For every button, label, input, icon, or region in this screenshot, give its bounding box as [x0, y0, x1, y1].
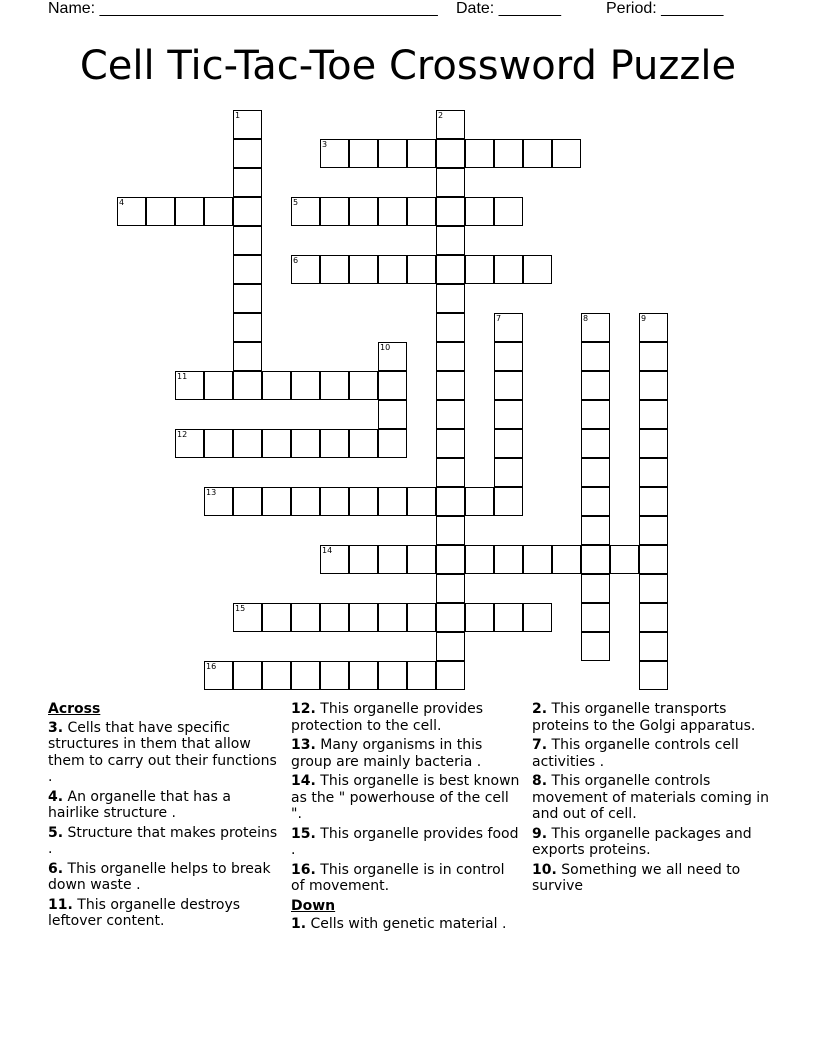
grid-cell[interactable] — [494, 139, 523, 168]
grid-cell-number: 10 — [380, 343, 391, 352]
grid-cell[interactable] — [320, 371, 349, 400]
grid-cell[interactable] — [523, 603, 552, 632]
grid-cell[interactable] — [233, 313, 262, 342]
grid-cell[interactable] — [349, 139, 378, 168]
grid-cell[interactable] — [175, 371, 204, 400]
grid-cell[interactable] — [233, 255, 262, 284]
clue-down-8: 8. This organelle controls movement of materials coming in and out of cell. — [532, 773, 770, 822]
clue-down-1: 1. Cells with genetic material . — [291, 916, 507, 932]
grid-cell[interactable] — [465, 603, 494, 632]
grid-cell[interactable] — [494, 400, 523, 429]
grid-cell[interactable] — [320, 487, 349, 516]
grid-cell-number: 4 — [119, 198, 125, 207]
grid-cell[interactable] — [233, 429, 262, 458]
grid-cell[interactable] — [320, 429, 349, 458]
grid-cell[interactable] — [291, 661, 320, 690]
grid-cell[interactable] — [233, 661, 262, 690]
grid-cell[interactable] — [378, 139, 407, 168]
grid-cell[interactable] — [349, 603, 378, 632]
grid-cell[interactable] — [320, 197, 349, 226]
grid-cell[interactable] — [494, 313, 523, 342]
clues-column-3 — [532, 701, 772, 898]
grid-cell[interactable] — [581, 574, 610, 603]
grid-cell-number: 11 — [177, 372, 188, 381]
grid-cell[interactable] — [436, 400, 465, 429]
clue-across-13: 13. Many organisms in this group are mainly bacteria . — [291, 737, 483, 770]
grid-cell[interactable] — [494, 545, 523, 574]
grid-cell[interactable] — [349, 371, 378, 400]
clue-down-9: 9. This organelle packages and exports proteins. — [532, 825, 752, 858]
grid-cell[interactable] — [320, 255, 349, 284]
grid-cell[interactable] — [581, 313, 610, 342]
grid-cell[interactable] — [581, 632, 610, 661]
grid-cell[interactable] — [581, 429, 610, 458]
grid-cell[interactable] — [436, 603, 465, 632]
clue-across-11: 11. This organelle destroys leftover content. — [48, 896, 241, 929]
grid-cell[interactable] — [378, 603, 407, 632]
grid-cell[interactable] — [349, 487, 378, 516]
grid-cell[interactable] — [320, 661, 349, 690]
grid-cell[interactable] — [204, 371, 233, 400]
grid-cell-number: 5 — [293, 198, 299, 207]
grid-cell[interactable] — [581, 458, 610, 487]
grid-cell-number: 8 — [583, 314, 589, 323]
grid-cell[interactable] — [407, 197, 436, 226]
grid-cell[interactable] — [378, 545, 407, 574]
grid-cell[interactable] — [639, 313, 668, 342]
date-field[interactable]: Date: _______ — [456, 0, 561, 17]
grid-cell[interactable] — [436, 284, 465, 313]
grid-cell[interactable] — [436, 487, 465, 516]
grid-cell[interactable] — [291, 371, 320, 400]
grid-cell[interactable] — [175, 197, 204, 226]
grid-cell[interactable] — [523, 545, 552, 574]
grid-cell[interactable] — [407, 603, 436, 632]
grid-cell[interactable] — [378, 255, 407, 284]
grid-cell[interactable] — [262, 429, 291, 458]
clue-down-2: 2. This organelle transports proteins to the Golgi apparatus. — [532, 701, 756, 734]
across-heading: Across — [48, 701, 101, 717]
grid-cell[interactable] — [494, 487, 523, 516]
grid-cell[interactable] — [378, 487, 407, 516]
grid-cell[interactable] — [639, 342, 668, 371]
grid-cell[interactable] — [378, 371, 407, 400]
clue-across-16: 16. This organelle is in control of movement. — [291, 861, 505, 894]
grid-cell[interactable] — [581, 400, 610, 429]
grid-cell[interactable] — [436, 255, 465, 284]
clue-across-14: 14. This organelle is best known as the " powerhouse of the cell ". — [291, 773, 520, 822]
grid-cell[interactable] — [465, 139, 494, 168]
grid-cell[interactable] — [465, 487, 494, 516]
grid-cell[interactable] — [639, 487, 668, 516]
grid-cell[interactable] — [639, 429, 668, 458]
grid-cell[interactable] — [581, 342, 610, 371]
grid-cell-number: 15 — [235, 604, 246, 613]
grid-cell[interactable] — [639, 603, 668, 632]
grid-cell[interactable] — [349, 255, 378, 284]
grid-cell[interactable] — [349, 661, 378, 690]
grid-cell[interactable] — [291, 487, 320, 516]
clue-across-3: 3. Cells that have specific structures in them that allow them to carry out their functions . — [48, 719, 277, 785]
grid-cell-number: 6 — [293, 256, 299, 265]
grid-cell[interactable] — [436, 197, 465, 226]
grid-cell[interactable] — [349, 429, 378, 458]
grid-cell[interactable] — [494, 371, 523, 400]
grid-cell[interactable] — [494, 458, 523, 487]
grid-cell[interactable] — [436, 110, 465, 139]
grid-cell-number: 13 — [206, 488, 217, 497]
grid-cell[interactable] — [349, 197, 378, 226]
grid-cell[interactable] — [436, 661, 465, 690]
grid-cell[interactable] — [465, 255, 494, 284]
grid-cell[interactable] — [146, 197, 175, 226]
grid-cell[interactable] — [436, 429, 465, 458]
clue-across-6: 6. This organelle helps to break down waste . — [48, 860, 271, 893]
grid-cell-number: 2 — [438, 111, 444, 120]
clue-across-15: 15. This organelle provides food . — [291, 825, 519, 858]
grid-cell[interactable] — [436, 516, 465, 545]
grid-cell[interactable] — [494, 342, 523, 371]
grid-cell[interactable] — [233, 168, 262, 197]
grid-cell[interactable] — [581, 516, 610, 545]
grid-cell[interactable] — [233, 110, 262, 139]
grid-cell[interactable] — [436, 139, 465, 168]
clue-across-4: 4. An organelle that has a hairlike structure . — [48, 788, 231, 821]
grid-cell-number: 14 — [322, 546, 333, 555]
grid-cell[interactable] — [378, 661, 407, 690]
grid-cell[interactable] — [233, 197, 262, 226]
page-title: Cell Tic-Tac-Toe Crossword Puzzle — [79, 43, 737, 89]
grid-cell[interactable] — [436, 371, 465, 400]
grid-cell[interactable] — [320, 139, 349, 168]
grid-cell[interactable] — [639, 516, 668, 545]
grid-cell[interactable] — [639, 661, 668, 690]
grid-cell[interactable] — [581, 371, 610, 400]
grid-cell[interactable] — [233, 139, 262, 168]
grid-cell[interactable] — [175, 429, 204, 458]
period-field[interactable]: Period: _______ — [606, 0, 724, 17]
grid-cell[interactable] — [349, 545, 378, 574]
grid-cell[interactable] — [639, 400, 668, 429]
clue-down-7: 7. This organelle controls cell activities . — [532, 737, 739, 770]
name-field[interactable]: Name: ______________________________________ — [48, 0, 438, 17]
grid-cell[interactable] — [494, 255, 523, 284]
grid-cell[interactable] — [552, 545, 581, 574]
grid-cell[interactable] — [407, 661, 436, 690]
down-heading: Down — [291, 897, 336, 914]
grid-cell[interactable] — [233, 603, 262, 632]
grid-cell[interactable] — [407, 255, 436, 284]
grid-cell[interactable] — [436, 313, 465, 342]
grid-cell[interactable] — [581, 545, 610, 574]
grid-cell[interactable] — [407, 139, 436, 168]
grid-cell[interactable] — [320, 545, 349, 574]
grid-cell[interactable] — [436, 545, 465, 574]
grid-cell[interactable] — [639, 545, 668, 574]
grid-cell[interactable] — [291, 603, 320, 632]
grid-cell[interactable] — [233, 371, 262, 400]
grid-cell[interactable] — [523, 255, 552, 284]
grid-cell[interactable] — [378, 197, 407, 226]
grid-cell[interactable] — [523, 139, 552, 168]
grid-cell[interactable] — [378, 400, 407, 429]
clues-column-2 — [291, 701, 521, 936]
grid-cell-number: 9 — [641, 314, 647, 323]
clues-column-1 — [48, 701, 278, 933]
grid-cell[interactable] — [639, 371, 668, 400]
grid-cell[interactable] — [465, 197, 494, 226]
grid-cell[interactable] — [581, 487, 610, 516]
grid-cell[interactable] — [465, 545, 494, 574]
grid-cell-number: 1 — [235, 111, 241, 120]
grid-cell-number: 7 — [496, 314, 502, 323]
grid-cell[interactable] — [436, 632, 465, 661]
grid-cell[interactable] — [552, 139, 581, 168]
grid-cell[interactable] — [262, 371, 291, 400]
clue-down-10: 10. Something we all need to survive — [532, 861, 741, 894]
grid-cell[interactable] — [436, 226, 465, 255]
grid-cell[interactable] — [233, 226, 262, 255]
grid-cell[interactable] — [494, 197, 523, 226]
grid-cell[interactable] — [436, 168, 465, 197]
grid-cell[interactable] — [407, 545, 436, 574]
grid-cell[interactable] — [581, 603, 610, 632]
grid-cell[interactable] — [436, 342, 465, 371]
clue-across-5: 5. Structure that makes proteins . — [48, 824, 278, 857]
grid-cell[interactable] — [262, 661, 291, 690]
grid-cell[interactable] — [320, 603, 349, 632]
grid-cell[interactable] — [436, 458, 465, 487]
grid-cell-number: 12 — [177, 430, 188, 439]
grid-cell[interactable] — [204, 197, 233, 226]
grid-cell[interactable] — [494, 429, 523, 458]
grid-cell[interactable] — [639, 632, 668, 661]
grid-cell[interactable] — [262, 603, 291, 632]
grid-cell[interactable] — [407, 487, 436, 516]
clue-across-12: 12. This organelle provides protection to the cell. — [291, 701, 484, 734]
grid-cell-number: 16 — [206, 662, 217, 671]
grid-cell[interactable] — [262, 487, 291, 516]
grid-cell[interactable] — [291, 197, 320, 226]
grid-cell[interactable] — [233, 487, 262, 516]
grid-cell[interactable] — [639, 458, 668, 487]
grid-cell[interactable] — [610, 545, 639, 574]
grid-cell[interactable] — [233, 284, 262, 313]
grid-cell[interactable] — [117, 197, 146, 226]
grid-cell[interactable] — [494, 603, 523, 632]
grid-cell[interactable] — [378, 429, 407, 458]
grid-cell[interactable] — [204, 429, 233, 458]
grid-cell[interactable] — [233, 342, 262, 371]
grid-cell[interactable] — [204, 661, 233, 690]
grid-cell[interactable] — [291, 255, 320, 284]
grid-cell[interactable] — [639, 574, 668, 603]
grid-cell[interactable] — [204, 487, 233, 516]
grid-cell[interactable] — [291, 429, 320, 458]
grid-cell[interactable] — [436, 574, 465, 603]
grid-cell[interactable] — [378, 342, 407, 371]
grid-cell-number: 3 — [322, 140, 328, 149]
